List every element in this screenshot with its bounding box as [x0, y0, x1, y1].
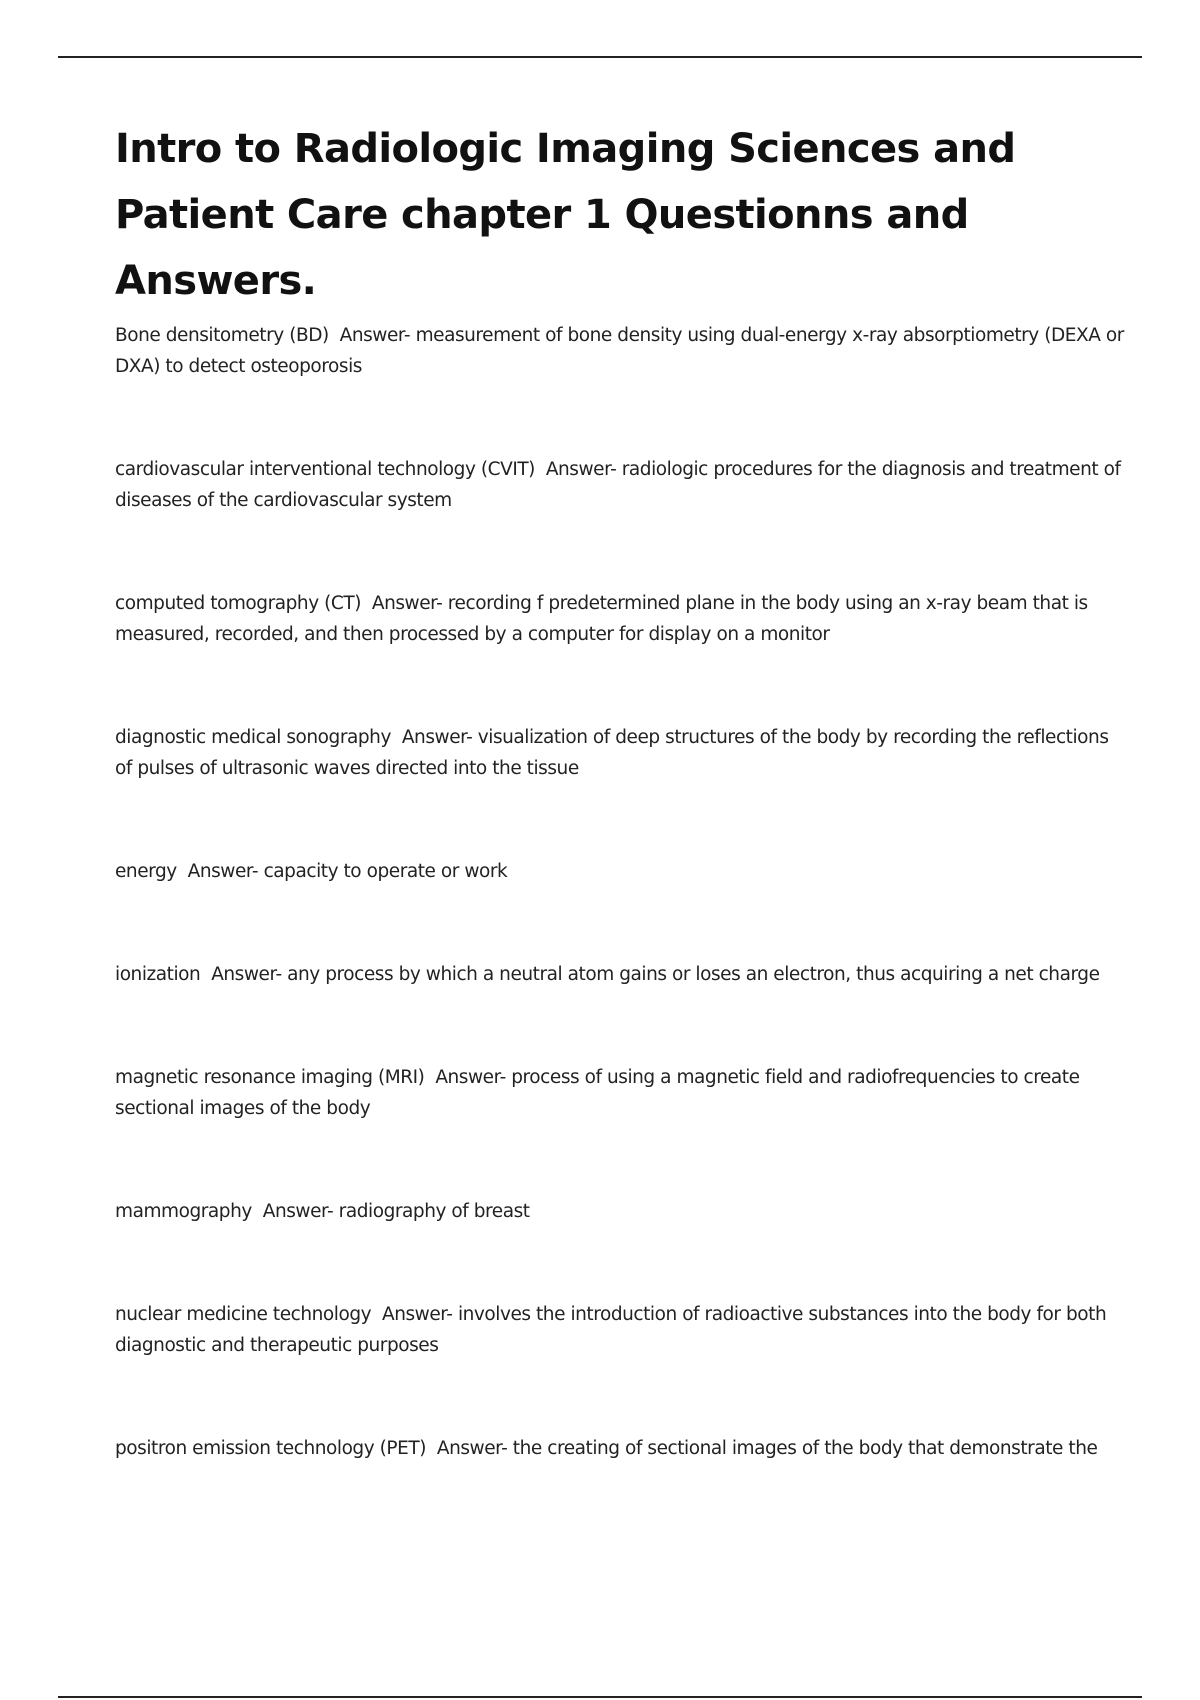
qa-term: diagnostic medical sonography — [115, 727, 391, 748]
page-title: Intro to Radiologic Imaging Sciences and Patient Care chapter 1 Questionns and Answers. — [115, 126, 1016, 304]
qa-entry — [115, 1196, 1125, 1227]
qa-term: mammography — [115, 1201, 252, 1222]
qa-answer: process of using a magnetic field and radiofrequencies to create sectional images of the body — [115, 1067, 1080, 1119]
qa-term: cardiovascular interventional technology (CVIT) — [115, 459, 535, 480]
answer-marker: Answer- — [339, 325, 411, 346]
qa-entry — [115, 454, 1125, 516]
qa-term: Bone densitometry (BD) — [115, 325, 329, 346]
qa-term: computed tomography (CT) — [115, 593, 361, 614]
qa-answer: capacity to operate or work — [263, 861, 508, 882]
qa-entry — [115, 856, 1125, 887]
qa-entry — [115, 722, 1125, 784]
qa-answer: recording f predetermined plane in the body using an x-ray beam that is measured, recorded, and then processed by a computer for display on a monitor — [115, 593, 1088, 645]
qa-entry — [115, 588, 1125, 650]
answer-marker: Answer- — [262, 1201, 334, 1222]
qa-term: positron emission technology (PET) — [115, 1438, 426, 1459]
qa-list — [115, 320, 1125, 1536]
qa-answer: visualization of deep structures of the body by recording the reflections of pulses of ultrasonic waves directed into the tissue — [115, 727, 1109, 779]
qa-entry — [115, 1299, 1125, 1361]
qa-term: ionization — [115, 964, 201, 985]
qa-answer: radiography of breast — [338, 1201, 530, 1222]
qa-answer: measurement of bone density using dual-energy x-ray absorptiometry (DEXA or DXA) to detect osteoporosis — [115, 325, 1124, 377]
qa-answer: radiologic procedures for the diagnosis and treatment of diseases of the cardiovascular system — [115, 459, 1121, 511]
top-rule — [58, 56, 1142, 58]
answer-marker: Answer- — [545, 459, 617, 480]
qa-term: nuclear medicine technology — [115, 1304, 372, 1325]
qa-answer: any process by which a neutral atom gains or loses an electron, thus acquiring a net charge — [287, 964, 1100, 985]
qa-term: magnetic resonance imaging (MRI) — [115, 1067, 425, 1088]
answer-marker: Answer- — [401, 727, 473, 748]
answer-marker: Answer- — [371, 593, 443, 614]
answer-marker: Answer- — [187, 861, 259, 882]
answer-marker: Answer- — [435, 1067, 506, 1088]
answer-marker: Answer- — [211, 964, 282, 985]
answer-marker: Answer- — [436, 1438, 508, 1459]
qa-entry — [115, 1433, 1125, 1464]
qa-answer: the creating of sectional images of the body that demonstrate the — [512, 1438, 1098, 1459]
qa-entry — [115, 1062, 1125, 1124]
qa-entry — [115, 959, 1125, 990]
bottom-rule — [58, 1696, 1142, 1698]
qa-entry — [115, 320, 1125, 382]
qa-answer: involves the introduction of radioactive substances into the body for both diagnostic and therapeutic purposes — [115, 1304, 1107, 1356]
qa-term: energy — [115, 861, 177, 882]
answer-marker: Answer- — [382, 1304, 453, 1325]
